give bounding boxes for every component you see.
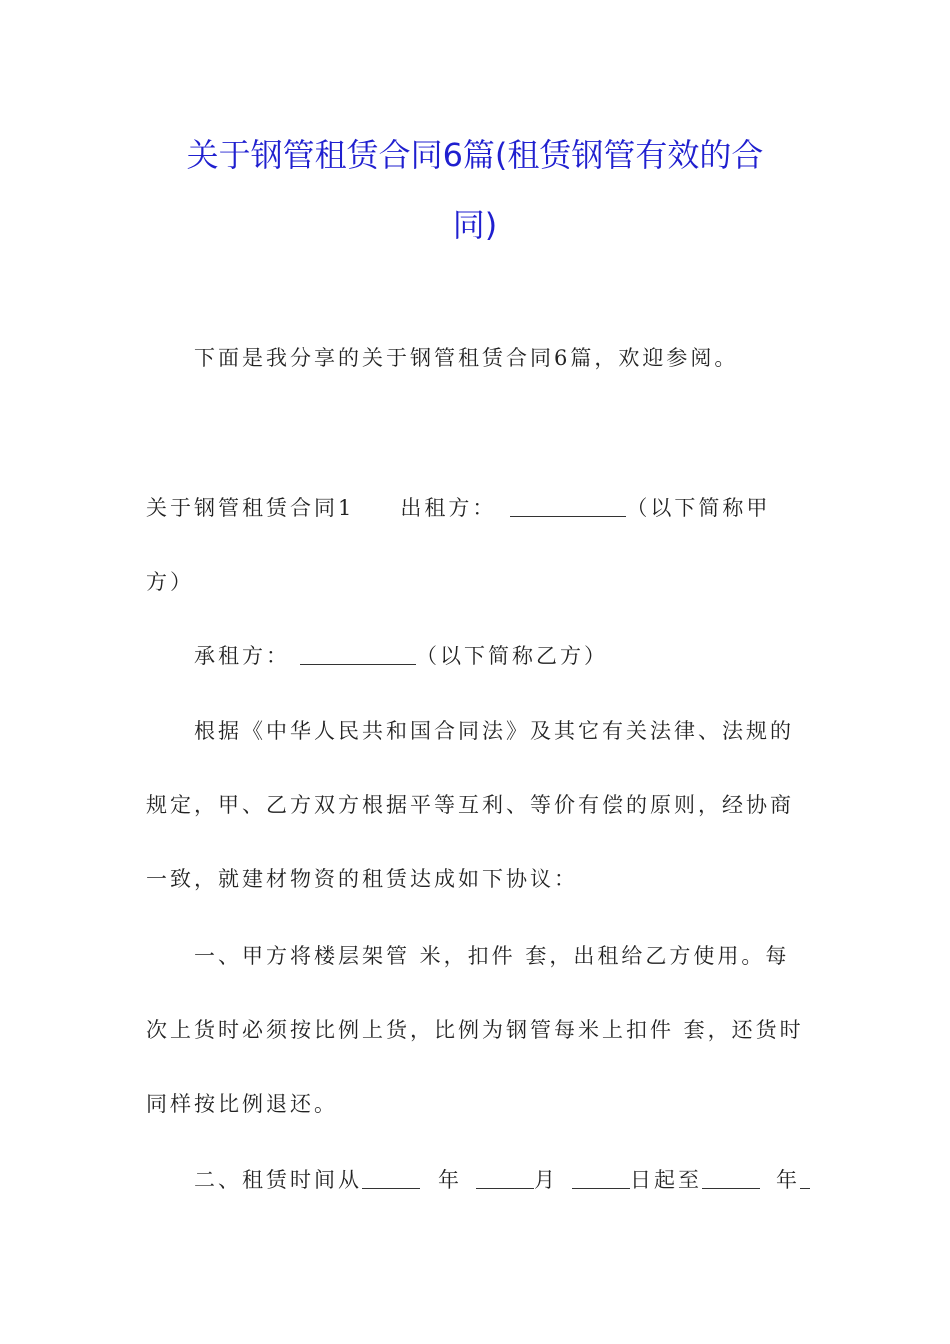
lessee-suffix: （以下简称乙方） <box>416 644 608 668</box>
clause2-month1: 月 <box>534 1168 558 1192</box>
lessee-line <box>194 620 808 693</box>
document-title <box>140 120 810 260</box>
lessor-suffix-cont: 方） <box>146 570 194 594</box>
lessee-blank <box>300 642 416 665</box>
start-month-blank <box>476 1166 534 1189</box>
clause2-line <box>194 1144 808 1217</box>
contract-heading-line <box>146 472 808 545</box>
clause2-year1: 年 <box>438 1168 462 1192</box>
lessor-suffix: （以下简称甲 <box>626 496 771 520</box>
start-year-blank <box>362 1166 420 1189</box>
basis-line-2: 规定，甲、乙方双方根据平等互利、等价有偿的原则，经协商 <box>146 793 794 817</box>
clause1-line-3: 同样按比例退还。 <box>146 1092 338 1116</box>
intro-paragraph: 下面是我分享的关于钢管租赁合同6篇，欢迎参阅。 <box>194 346 739 370</box>
title-line-1: 关于钢管租赁合同6篇(租赁钢管有效的合 <box>186 136 764 174</box>
end-month-blank <box>800 1166 810 1189</box>
clause1-line-2: 次上货时必须按比例上货，比例为钢管每米上扣件 套，还货时 <box>146 1018 804 1042</box>
clause2-year2: 年 <box>776 1168 800 1192</box>
end-year-blank <box>702 1166 760 1189</box>
clause1-line-1: 一、甲方将楼层架管 米，扣件 套，出租给乙方使用。每 <box>194 944 790 968</box>
basis-line-3: 一致，就建材物资的租赁达成如下协议： <box>146 867 578 891</box>
clause2-day-to: 日起至 <box>630 1168 702 1192</box>
title-line-2: 同) <box>452 206 498 244</box>
clause2-prefix: 二、租赁时间从 <box>194 1168 362 1192</box>
basis-line-1: 根据《中华人民共和国合同法》及其它有关法律、法规的 <box>194 719 794 743</box>
lessor-label: 出租方： <box>400 496 497 520</box>
start-day-blank <box>572 1166 630 1189</box>
lessee-label: 承租方： <box>194 644 290 668</box>
lessor-blank <box>510 494 626 517</box>
contract-heading: 关于钢管租赁合同1 <box>146 496 355 520</box>
